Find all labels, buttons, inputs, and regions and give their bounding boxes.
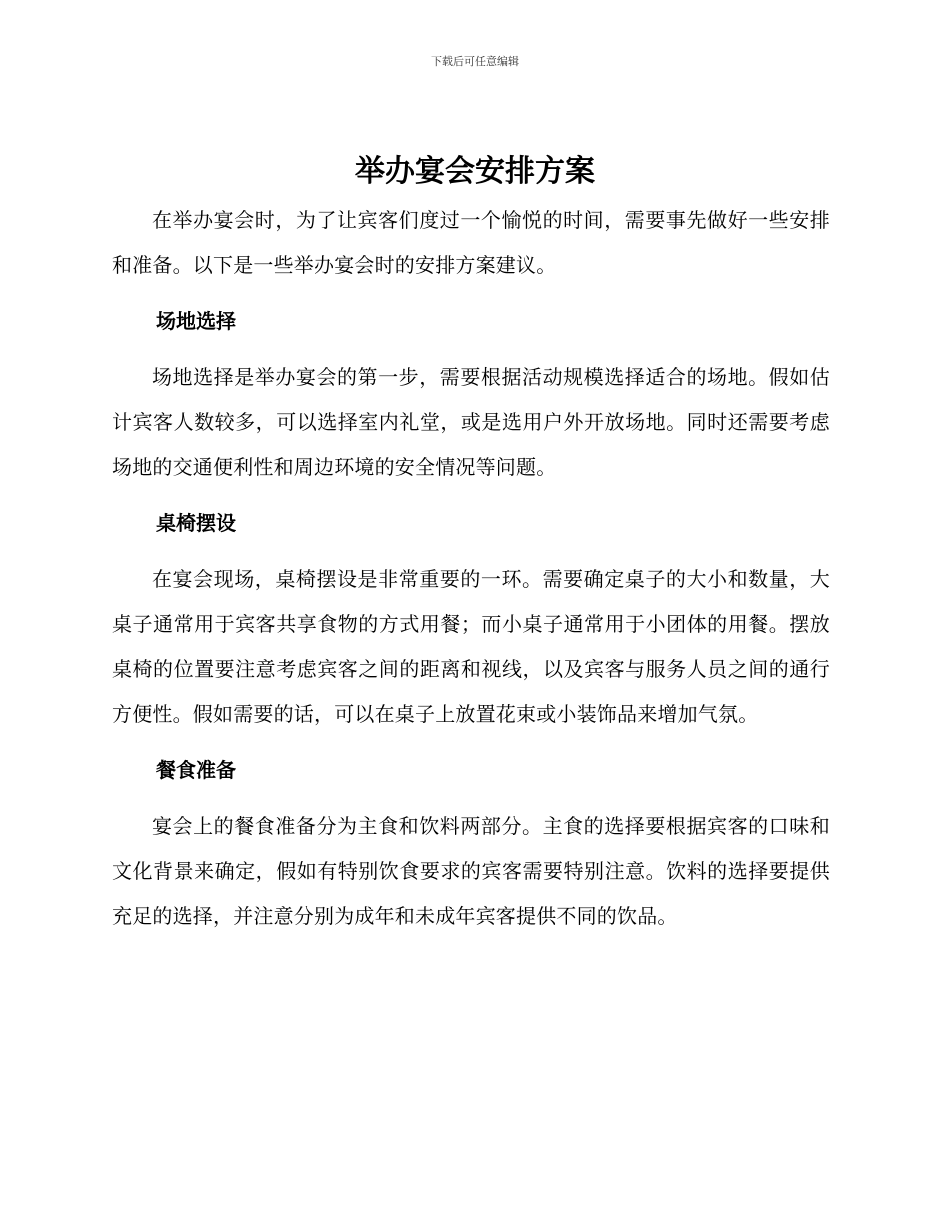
section-heading-venue: 场地选择	[156, 309, 236, 333]
section-body-venue: 场地选择是举办宴会的第一步，需要根据活动规模选择适合的场地。假如估计宾客人数较多，可以选择室内礼堂，或是选用户外开放场地。同时还需要考虑场地的交通便利性和周边环境的安全情况等问题。	[112, 365, 830, 479]
section-heading-seating: 桌椅摆设	[156, 511, 236, 535]
document-body	[112, 198, 830, 950]
page-header-note: 下载后可任意编辑	[431, 55, 519, 68]
intro-paragraph: 在举办宴会时，为了让宾客们度过一个愉悦的时间，需要事先做好一些安排和准备。以下是一些举办宴会时的安排方案建议。	[112, 208, 830, 277]
document-title: 举办宴会安排方案	[355, 154, 595, 189]
section-body-catering: 宴会上的餐食准备分为主食和饮料两部分。主食的选择要根据宾客的口味和文化背景来确定，假如有特别饮食要求的宾客需要特别注意。饮料的选择要提供充足的选择，并注意分别为成年和未成年宾客提供不同的饮品。	[112, 814, 830, 928]
section-body-seating: 在宴会现场，桌椅摆设是非常重要的一环。需要确定桌子的大小和数量，大桌子通常用于宾客共享食物的方式用餐；而小桌子通常用于小团体的用餐。摆放桌椅的位置要注意考虑宾客之间的距离和视线，以及宾客与服务人员之间的通行方便性。假如需要的话，可以在桌子上放置花束或小装饰品来增加气氛。	[112, 567, 830, 726]
section-heading-catering: 餐食准备	[156, 758, 236, 782]
